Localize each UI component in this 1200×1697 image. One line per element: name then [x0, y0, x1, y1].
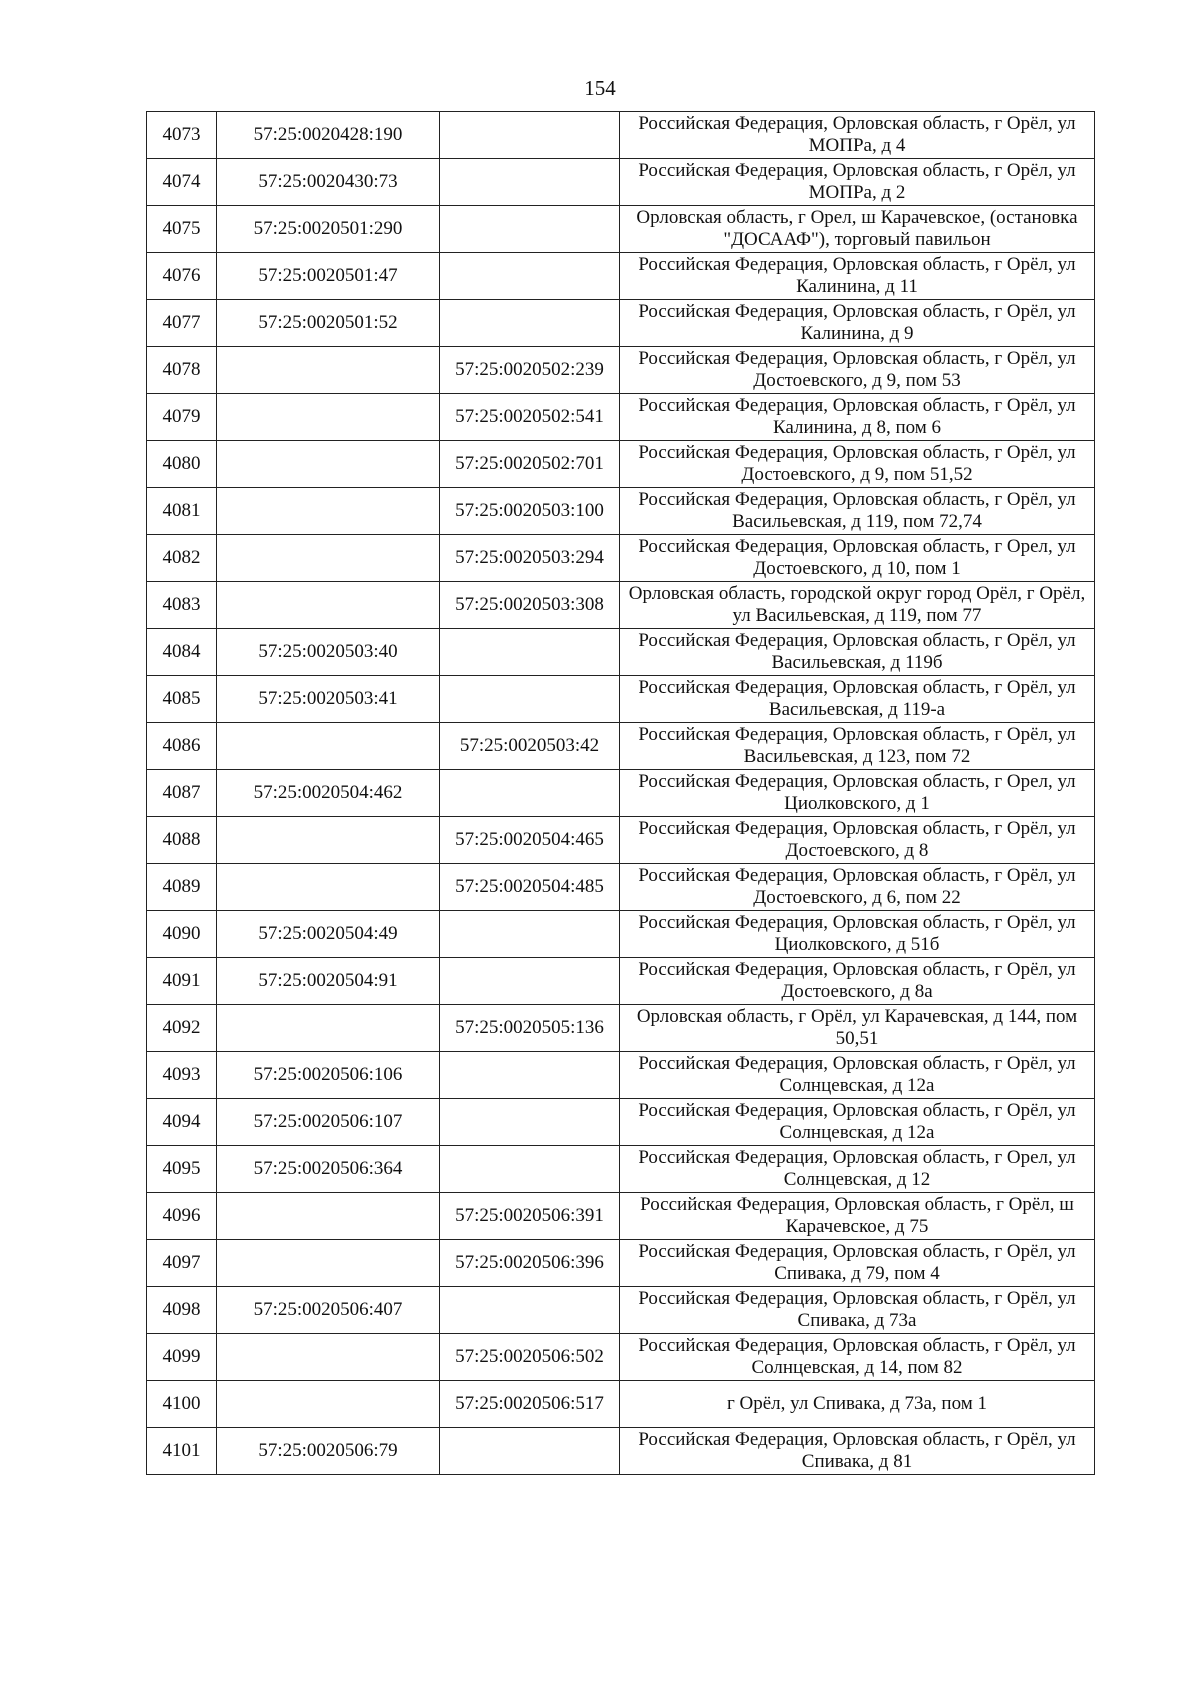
address-cell: Российская Федерация, Орловская область, г Орёл, ул Калинина, д 8, пом 6: [620, 394, 1095, 441]
row-number-cell: 4088: [147, 817, 217, 864]
address-cell: Орловская область, городской округ город Орёл, г Орёл, ул Васильевская, д 119, пом 77: [620, 582, 1095, 629]
cadastral-number-land-cell: 57:25:0020430:73: [217, 159, 440, 206]
cadastral-number-land-cell: [217, 1381, 440, 1428]
cadastral-number-land-cell: 57:25:0020506:106: [217, 1052, 440, 1099]
cadastral-number-land-cell: 57:25:0020506:107: [217, 1099, 440, 1146]
table-row: [147, 958, 1095, 1005]
table-row: [147, 723, 1095, 770]
cadastral-number-land-cell: 57:25:0020506:79: [217, 1428, 440, 1475]
cadastral-number-object-cell: 57:25:0020503:100: [440, 488, 620, 535]
address-cell: Российская Федерация, Орловская область, г Орёл, ул Достоевского, д 6, пом 22: [620, 864, 1095, 911]
cadastral-number-land-cell: [217, 864, 440, 911]
table-row: [147, 1099, 1095, 1146]
cadastral-number-object-cell: [440, 253, 620, 300]
row-number-cell: 4096: [147, 1193, 217, 1240]
cadastral-number-land-cell: [217, 488, 440, 535]
table-row: [147, 1287, 1095, 1334]
row-number-cell: 4075: [147, 206, 217, 253]
row-number-cell: 4077: [147, 300, 217, 347]
cadastral-number-object-cell: 57:25:0020506:391: [440, 1193, 620, 1240]
address-cell: Российская Федерация, Орловская область, г Орёл, ул МОПРа, д 2: [620, 159, 1095, 206]
table-row: [147, 770, 1095, 817]
table-row: [147, 1240, 1095, 1287]
cadastral-number-object-cell: 57:25:0020502:541: [440, 394, 620, 441]
table-row: [147, 159, 1095, 206]
cadastral-number-object-cell: 57:25:0020506:517: [440, 1381, 620, 1428]
address-cell: Российская Федерация, Орловская область, г Орел, ул Циолковского, д 1: [620, 770, 1095, 817]
row-number-cell: 4101: [147, 1428, 217, 1475]
address-cell: Российская Федерация, Орловская область, г Орёл, ш Карачевское, д 75: [620, 1193, 1095, 1240]
row-number-cell: 4083: [147, 582, 217, 629]
address-cell: Российская Федерация, Орловская область, г Орёл, ул Достоевского, д 8а: [620, 958, 1095, 1005]
cadastral-number-land-cell: 57:25:0020506:407: [217, 1287, 440, 1334]
table-row: [147, 535, 1095, 582]
address-cell: Российская Федерация, Орловская область, г Орёл, ул Циолковского, д 51б: [620, 911, 1095, 958]
cadastral-number-land-cell: [217, 441, 440, 488]
cadastral-number-land-cell: [217, 723, 440, 770]
table-row: [147, 817, 1095, 864]
table-row: [147, 394, 1095, 441]
row-number-cell: 4091: [147, 958, 217, 1005]
row-number-cell: 4093: [147, 1052, 217, 1099]
row-number-cell: 4099: [147, 1334, 217, 1381]
address-cell: Российская Федерация, Орловская область, г Орёл, ул Достоевского, д 8: [620, 817, 1095, 864]
cadastral-number-object-cell: [440, 159, 620, 206]
cadastral-number-object-cell: [440, 1099, 620, 1146]
cadastral-number-land-cell: [217, 535, 440, 582]
cadastral-number-land-cell: 57:25:0020504:91: [217, 958, 440, 1005]
cadastral-number-land-cell: [217, 582, 440, 629]
address-cell: Российская Федерация, Орловская область, г Орёл, ул МОПРа, д 4: [620, 112, 1095, 159]
cadastral-number-object-cell: [440, 1287, 620, 1334]
cadastral-number-object-cell: 57:25:0020502:701: [440, 441, 620, 488]
cadastral-number-land-cell: [217, 1005, 440, 1052]
cadastral-number-object-cell: [440, 1428, 620, 1475]
address-cell: Российская Федерация, Орловская область, г Орёл, ул Спивака, д 81: [620, 1428, 1095, 1475]
address-cell: Российская Федерация, Орловская область, г Орёл, ул Васильевская, д 119, пом 72,74: [620, 488, 1095, 535]
cadastral-number-land-cell: 57:25:0020504:462: [217, 770, 440, 817]
row-number-cell: 4081: [147, 488, 217, 535]
table-row: [147, 1381, 1095, 1428]
address-cell: Российская Федерация, Орловская область, г Орёл, ул Солнцевская, д 14, пом 82: [620, 1334, 1095, 1381]
table-row: [147, 1005, 1095, 1052]
address-cell: Российская Федерация, Орловская область, г Орёл, ул Васильевская, д 119б: [620, 629, 1095, 676]
cadastral-number-object-cell: 57:25:0020503:42: [440, 723, 620, 770]
address-cell: Российская Федерация, Орловская область, г Орёл, ул Солнцевская, д 12а: [620, 1052, 1095, 1099]
address-cell: Орловская область, г Орел, ш Карачевское, (остановка "ДОСААФ"), торговый павильон: [620, 206, 1095, 253]
cadastral-number-land-cell: 57:25:0020504:49: [217, 911, 440, 958]
cadastral-number-object-cell: 57:25:0020502:239: [440, 347, 620, 394]
table-row: [147, 488, 1095, 535]
row-number-cell: 4087: [147, 770, 217, 817]
cadastral-number-object-cell: [440, 629, 620, 676]
address-cell: Российская Федерация, Орловская область, г Орёл, ул Достоевского, д 9, пом 51,52: [620, 441, 1095, 488]
address-cell: Российская Федерация, Орловская область, г Орёл, ул Спивака, д 79, пом 4: [620, 1240, 1095, 1287]
table-row: [147, 582, 1095, 629]
table-row: [147, 441, 1095, 488]
row-number-cell: 4074: [147, 159, 217, 206]
row-number-cell: 4082: [147, 535, 217, 582]
table-row: [147, 1428, 1095, 1475]
address-cell: Российская Федерация, Орловская область, г Орёл, ул Калинина, д 11: [620, 253, 1095, 300]
row-number-cell: 4086: [147, 723, 217, 770]
row-number-cell: 4094: [147, 1099, 217, 1146]
cadastral-number-land-cell: [217, 1240, 440, 1287]
cadastral-number-object-cell: 57:25:0020503:308: [440, 582, 620, 629]
row-number-cell: 4100: [147, 1381, 217, 1428]
row-number-cell: 4080: [147, 441, 217, 488]
row-number-cell: 4095: [147, 1146, 217, 1193]
address-cell: Российская Федерация, Орловская область, г Орел, ул Солнцевская, д 12: [620, 1146, 1095, 1193]
address-cell: Российская Федерация, Орловская область, г Орёл, ул Солнцевская, д 12а: [620, 1099, 1095, 1146]
table-row: [147, 347, 1095, 394]
cadastral-number-land-cell: 57:25:0020501:52: [217, 300, 440, 347]
table-row: [147, 112, 1095, 159]
cadastral-number-land-cell: [217, 347, 440, 394]
address-cell: Российская Федерация, Орловская область, г Орёл, ул Достоевского, д 9, пом 53: [620, 347, 1095, 394]
row-number-cell: 4089: [147, 864, 217, 911]
cadastral-number-object-cell: [440, 206, 620, 253]
table-row: [147, 253, 1095, 300]
table-row: [147, 1193, 1095, 1240]
cadastral-number-land-cell: [217, 1193, 440, 1240]
table-row: [147, 911, 1095, 958]
cadastral-number-land-cell: 57:25:0020503:41: [217, 676, 440, 723]
row-number-cell: 4078: [147, 347, 217, 394]
table-row: [147, 1146, 1095, 1193]
address-cell: Российская Федерация, Орловская область, г Орёл, ул Спивака, д 73а: [620, 1287, 1095, 1334]
cadastral-number-land-cell: [217, 817, 440, 864]
address-cell: Российская Федерация, Орловская область, г Орёл, ул Калинина, д 9: [620, 300, 1095, 347]
row-number-cell: 4073: [147, 112, 217, 159]
address-cell: Орловская область, г Орёл, ул Карачевская, д 144, пом 50,51: [620, 1005, 1095, 1052]
cadastral-number-object-cell: [440, 958, 620, 1005]
row-number-cell: 4085: [147, 676, 217, 723]
address-cell: Российская Федерация, Орловская область, г Орёл, ул Васильевская, д 119-а: [620, 676, 1095, 723]
cadastral-number-object-cell: 57:25:0020505:136: [440, 1005, 620, 1052]
cadastral-number-object-cell: [440, 770, 620, 817]
table-row: [147, 676, 1095, 723]
cadastral-number-object-cell: 57:25:0020506:502: [440, 1334, 620, 1381]
cadastral-number-land-cell: 57:25:0020506:364: [217, 1146, 440, 1193]
registry-table-body: [147, 112, 1095, 1475]
cadastral-number-object-cell: [440, 1052, 620, 1099]
cadastral-number-object-cell: [440, 1146, 620, 1193]
cadastral-number-object-cell: [440, 112, 620, 159]
row-number-cell: 4079: [147, 394, 217, 441]
cadastral-number-object-cell: 57:25:0020504:465: [440, 817, 620, 864]
row-number-cell: 4097: [147, 1240, 217, 1287]
cadastral-number-object-cell: [440, 300, 620, 347]
cadastral-number-land-cell: [217, 394, 440, 441]
row-number-cell: 4092: [147, 1005, 217, 1052]
table-row: [147, 1052, 1095, 1099]
address-cell: г Орёл, ул Спивака, д 73а, пом 1: [620, 1381, 1095, 1428]
cadastral-number-object-cell: 57:25:0020504:485: [440, 864, 620, 911]
cadastral-number-object-cell: [440, 676, 620, 723]
table-row: [147, 864, 1095, 911]
cadastral-number-object-cell: 57:25:0020506:396: [440, 1240, 620, 1287]
address-cell: Российская Федерация, Орловская область, г Орел, ул Достоевского, д 10, пом 1: [620, 535, 1095, 582]
registry-table: [146, 111, 1095, 1475]
table-row: [147, 1334, 1095, 1381]
row-number-cell: 4090: [147, 911, 217, 958]
address-cell: Российская Федерация, Орловская область, г Орёл, ул Васильевская, д 123, пом 72: [620, 723, 1095, 770]
cadastral-number-object-cell: [440, 911, 620, 958]
cadastral-number-land-cell: 57:25:0020501:47: [217, 253, 440, 300]
table-row: [147, 206, 1095, 253]
row-number-cell: 4084: [147, 629, 217, 676]
cadastral-number-land-cell: 57:25:0020501:290: [217, 206, 440, 253]
cadastral-number-land-cell: [217, 1334, 440, 1381]
row-number-cell: 4076: [147, 253, 217, 300]
table-row: [147, 300, 1095, 347]
cadastral-number-land-cell: 57:25:0020503:40: [217, 629, 440, 676]
cadastral-number-land-cell: 57:25:0020428:190: [217, 112, 440, 159]
page-number: 154: [584, 76, 616, 100]
table-row: [147, 629, 1095, 676]
cadastral-number-object-cell: 57:25:0020503:294: [440, 535, 620, 582]
row-number-cell: 4098: [147, 1287, 217, 1334]
